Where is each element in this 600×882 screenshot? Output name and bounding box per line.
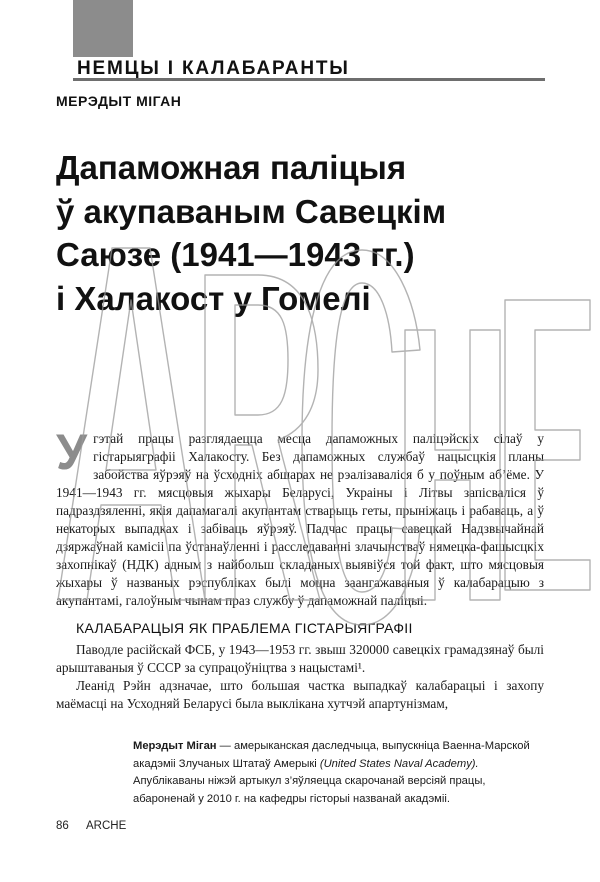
- article-title: [56, 146, 556, 320]
- author-note-name: Мерэдыт Міган: [133, 740, 217, 752]
- section-title: НЕМЦЫ І КАЛАБАРАНТЫ: [73, 57, 545, 81]
- drop-cap: У: [56, 424, 88, 480]
- intro-text: гэтай працы разглядаецца месца дапаможных паліцэйскіх сілаў у гістарыяграфіі Халакосту. Без дапаможных службаў нацысцкія планы забойства яўрэяў на ўсходніх абшарах не рэалізаваліся б у поўным аб’ёме. У 1941—1943 гг. мясцовыя жыхары Беларусі, Украіны і Літвы запісваліся ў падраздзяленні, якія дапамагалі акупантам стварыць геты, прыніжаць і рабаваць, а ў некаторых выпадках і забіваць яўрэяў. Падчас працы савецкай Надзвычайнай дзяржаўнай камісіі па ўстанаўленні і расследаванні злачынстваў нямецка-фашысцкіх захопнікаў (НДК) адным з найбольш складаных выявіўся той факт, што мясцовыя жыхары ў названых рэспубліках былі моцна заангажаваныя ў калабарацыю з акупантамі, галоўным чынам праз службу ў дапаможнай паліцыі.: [56, 431, 544, 608]
- intro-paragraph: [56, 424, 544, 610]
- corner-decoration: [73, 0, 133, 57]
- author-note: [133, 738, 543, 808]
- watermark-text: ARCHE: [0, 0, 4, 1]
- title-line: Дапаможная паліцыя: [56, 149, 407, 186]
- journal-name: ARCHE: [86, 820, 127, 832]
- author-note-text: — амерыканская даследчыца, выпускніца Ваенна-Марской акадэміі Злучаных Штатаў Амерыкі: [133, 740, 530, 770]
- paragraph: Леанід Рэйн адзначае, што большая частка выпадкаў калабарацыі і захопу маёмасці на Усходняй Беларусі была выклікана хутчэй апартунізмам,: [56, 678, 544, 711]
- title-line: Саюзе (1941—1943 гг.): [56, 236, 415, 273]
- author-note-italic: (United States Naval Academy).: [319, 757, 479, 770]
- section-body: [56, 641, 544, 713]
- page-number: 86: [56, 820, 69, 832]
- section-heading: КАЛАБАРАЦЫЯ ЯК ПРАБЛЕМА ГІСТАРЫЯГРАФІІ: [76, 620, 413, 636]
- author-note-text-end: Апублікаваны ніжэй артыкул з’яўляецца скарочанай версіяй працы, абароненай у 2010 г. на кафедры гісторыі названай акадэміі.: [133, 775, 486, 805]
- page-footer: [56, 820, 126, 832]
- title-line: ў акупаваным Савецкім: [56, 192, 447, 230]
- article-author: МЕРЭДЫТ МІГАН: [56, 93, 182, 109]
- paragraph: Паводле расійскай ФСБ, у 1943—1953 гг. звыш 320000 савецкіх грамадзянаў былі арыштаваныя ў СССР за супрацоўніцтва з нацыстамі¹.: [56, 642, 544, 675]
- title-line: і Халакост у Гомелі: [56, 279, 371, 317]
